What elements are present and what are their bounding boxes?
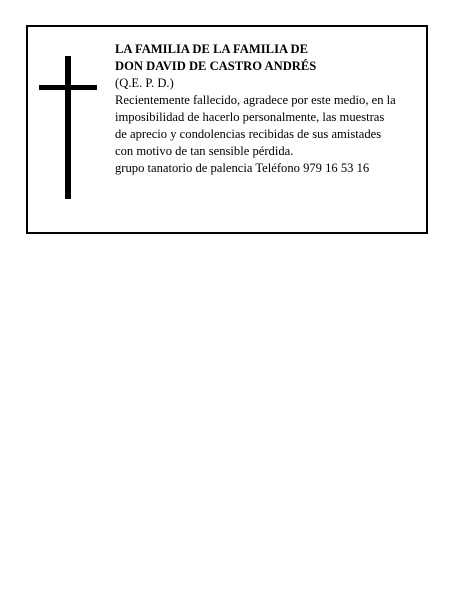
body-line: de aprecio y condolencias recibidas de sus amistades [115, 127, 382, 141]
notice-heading-line-1: LA FAMILIA DE LA FAMILIA DE [115, 42, 309, 56]
funeral-home-contact: grupo tanatorio de palencia Teléfono 979 16 53 16 [115, 161, 370, 175]
cross-horizontal-bar [39, 85, 97, 90]
obituary-notice [26, 25, 428, 234]
cross-vertical-bar [65, 56, 71, 199]
notice-text [115, 41, 425, 177]
body-line: Recientemente fallecido, agradece por este medio, en la [115, 93, 396, 107]
deceased-name: DON DAVID DE CASTRO ANDRÉS [115, 59, 317, 73]
rip-abbreviation: (Q.E. P. D.) [115, 76, 174, 90]
cross-icon [28, 27, 128, 232]
body-line: imposibilidad de hacerlo personalmente, las muestras [115, 110, 385, 124]
body-line: con motivo de tan sensible pérdida. [115, 144, 294, 158]
